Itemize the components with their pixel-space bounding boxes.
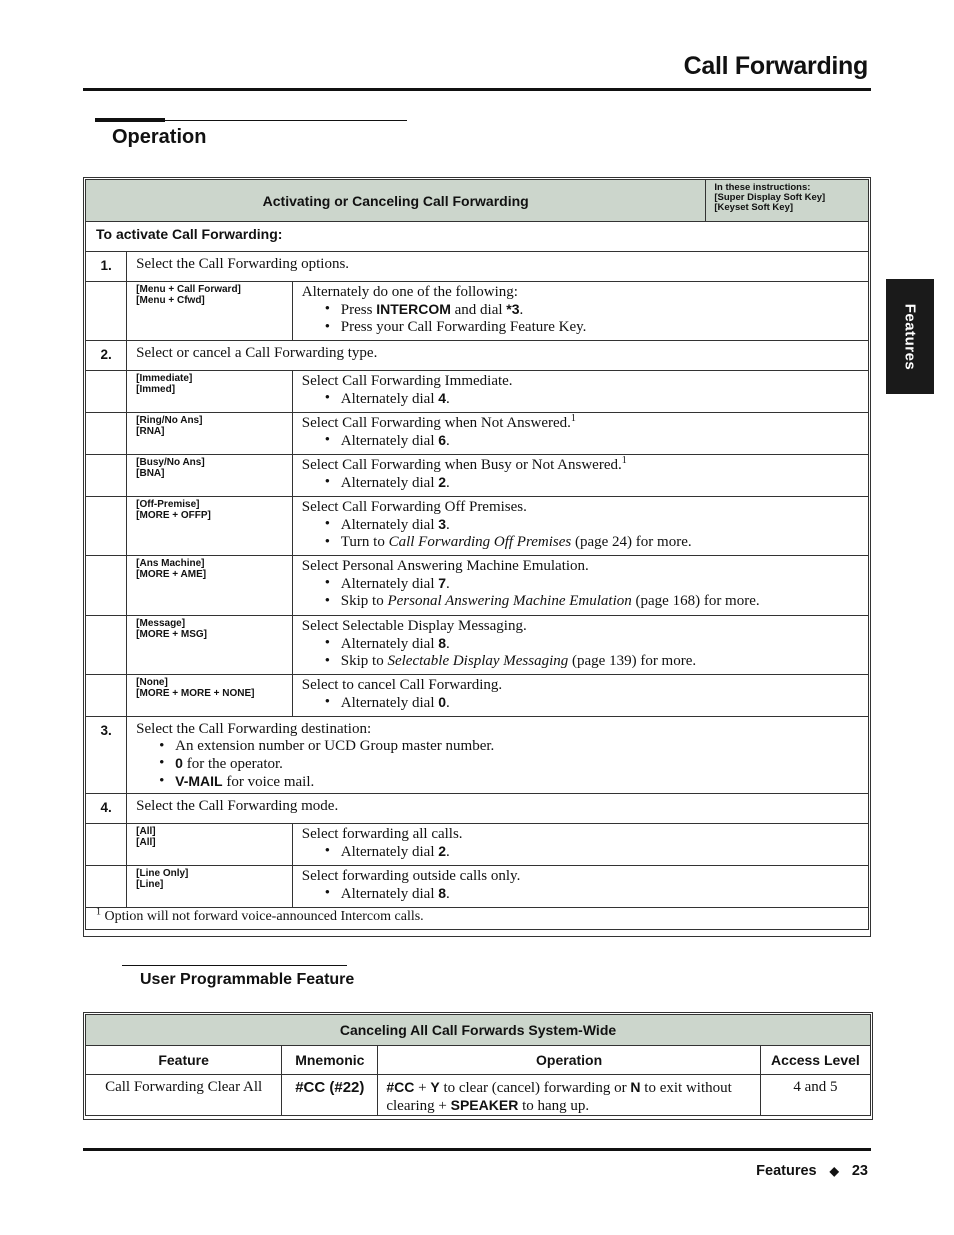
side-tab-features — [886, 279, 934, 394]
step-text: Select the Call Forwarding destination: • An extension number or UCD Group master number. • 0 for the operator. • V-MAIL for voice mail. — [127, 717, 869, 794]
soft-key-label: [Message] [MORE + MSG] — [127, 616, 293, 675]
top-divider — [83, 88, 871, 91]
step-number: 2. — [86, 341, 127, 371]
activate-label: To activate Call Forwarding: — [86, 222, 869, 252]
subsection-heading: User Programmable Feature — [140, 971, 355, 988]
option-description: Select to cancel Call Forwarding. • Alternately dial 0. — [292, 675, 868, 717]
operation-cell: #CC + Y to clear (cancel) forwarding or N to exit without clearing + SPEAKER to hang up. — [378, 1075, 760, 1116]
option-description: Select Selectable Display Messaging. • Alternately dial 8. • Skip to Selectable Display Messaging (page 139) for more. — [292, 616, 868, 675]
section-rule-accent — [95, 118, 165, 122]
side-tab-label: Features — [901, 303, 919, 370]
step-number: 3. — [86, 717, 127, 794]
soft-key-label: [Ring/No Ans] [RNA] — [127, 413, 293, 455]
table-title: Activating or Canceling Call Forwarding — [86, 180, 706, 222]
column-header: Access Level — [760, 1046, 870, 1075]
option-description: Alternately do one of the following: • Press INTERCOM and dial *3. • Press your Call Forwarding Feature Key. — [292, 282, 868, 341]
page-title: Call Forwarding — [683, 52, 868, 80]
option-description: Select Personal Answering Machine Emulation. • Alternately dial 7. • Skip to Personal Answering Machine Emulation (page 168) for more. — [292, 556, 868, 616]
option-description: Select forwarding all calls. • Alternately dial 2. — [292, 824, 868, 866]
subsection-rule — [122, 965, 347, 966]
diamond-icon: ◆ — [829, 1164, 839, 1178]
access-level-cell: 4 and 5 — [760, 1075, 870, 1116]
option-description: Select Call Forwarding Off Premises. • Alternately dial 3. • Turn to Call Forwarding Off Premises (page 24) for more. — [292, 497, 868, 556]
soft-key-label: [Busy/No Ans] [BNA] — [127, 455, 293, 497]
footer-section: Features — [756, 1163, 817, 1179]
step-text: Select the Call Forwarding mode. — [127, 794, 869, 824]
soft-key-label: [Ans Machine] [MORE + AME] — [127, 556, 293, 616]
column-header: Mnemonic — [282, 1046, 378, 1075]
soft-key-label: [Immediate] [Immed] — [127, 371, 293, 413]
cancel-all-table — [83, 1012, 873, 1120]
soft-key-label: [Line Only] [Line] — [127, 866, 293, 908]
soft-key-label: [Menu + Call Forward] [Menu + Cfwd] — [127, 282, 293, 341]
page-number: 23 — [851, 1163, 868, 1179]
step-text: Select the Call Forwarding options. — [127, 252, 869, 282]
table-title: Canceling All Call Forwards System-Wide — [86, 1015, 871, 1046]
call-forwarding-table — [83, 177, 871, 937]
option-description: Select forwarding outside calls only. • Alternately dial 8. — [292, 866, 868, 908]
column-header: Operation — [378, 1046, 760, 1075]
bottom-divider — [83, 1148, 871, 1151]
soft-key-label: [None] [MORE + MORE + NONE] — [127, 675, 293, 717]
option-description: Select Call Forwarding when Not Answered.$^1$ • Alternately dial 6. — [292, 413, 868, 455]
footnote: $^1$ Option will not forward voice-announced Intercom calls. — [86, 908, 869, 930]
feature-cell: Call Forwarding Clear All — [86, 1075, 282, 1116]
step-number: 4. — [86, 794, 127, 824]
soft-key-label: [Off-Premise] [MORE + OFFP] — [127, 497, 293, 556]
soft-key-label: [All] [All] — [127, 824, 293, 866]
section-heading: Operation — [112, 126, 207, 148]
page-reference: Call Forwarding Off Premises — [388, 534, 572, 550]
option-description: Select Call Forwarding when Busy or Not Answered.$^1$ • Alternately dial 2. — [292, 455, 868, 497]
instructions-note: In these instructions: [Super Display Soft Key] [Keyset Soft Key] — [706, 180, 869, 222]
page-footer — [756, 1163, 868, 1179]
page-reference: Selectable Display Messaging — [387, 653, 569, 669]
mnemonic-cell: #CC (#22) — [282, 1075, 378, 1116]
step-number: 1. — [86, 252, 127, 282]
option-description: Select Call Forwarding Immediate. • Alternately dial 4. — [292, 371, 868, 413]
page-reference: Personal Answering Machine Emulation — [387, 593, 632, 609]
step-text: Select or cancel a Call Forwarding type. — [127, 341, 869, 371]
column-header: Feature — [86, 1046, 282, 1075]
